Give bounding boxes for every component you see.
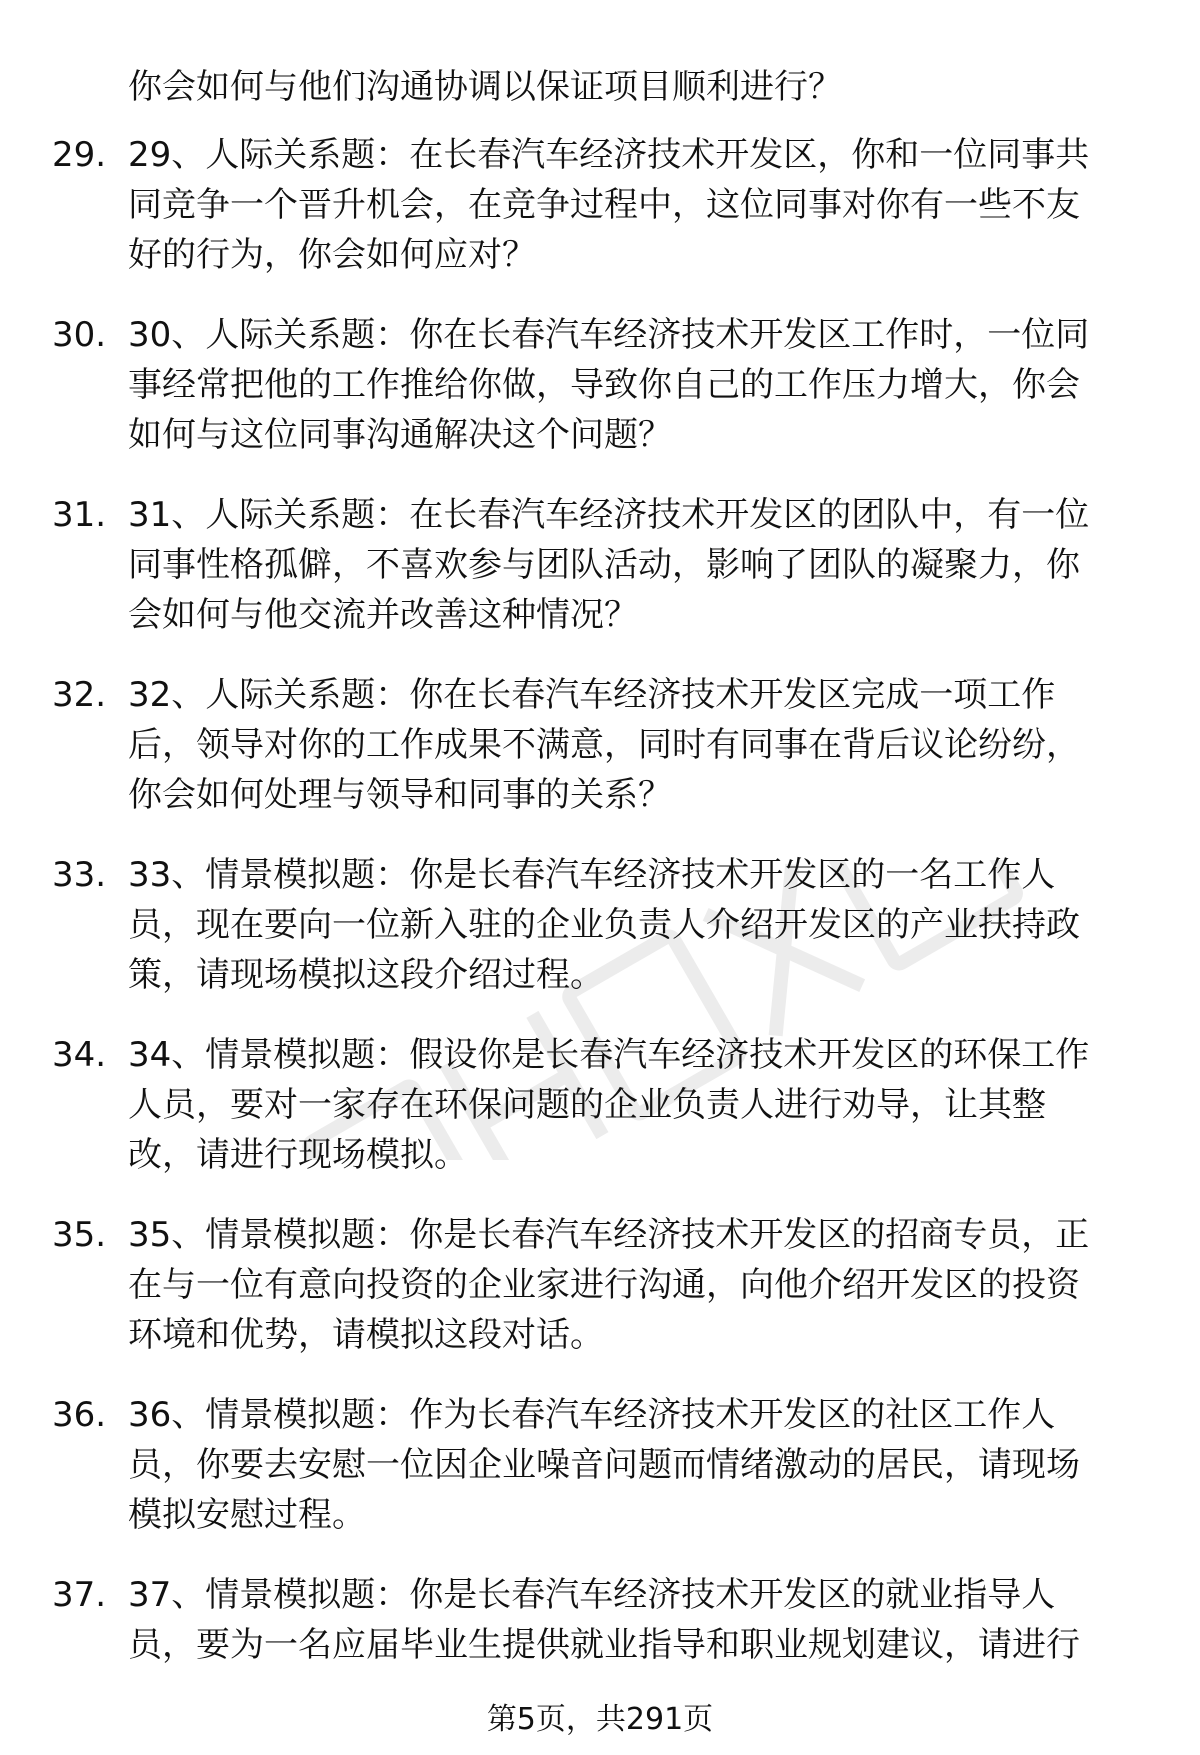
item-text xyxy=(128,1210,1148,1360)
item-line: 人员，要对一家存在环保问题的企业负责人进行劝导，让其整 xyxy=(128,1085,1046,1125)
item-line: 模拟安慰过程。 xyxy=(128,1495,366,1535)
item-number: 37. xyxy=(52,1575,107,1615)
item-line: 如何与这位同事沟通解决这个问题？ xyxy=(128,415,672,455)
item-number: 33. xyxy=(52,855,107,895)
item-line: 后，领导对你的工作成果不满意，同时有同事在背后议论纷纷， xyxy=(128,725,1080,765)
item-number: 35. xyxy=(52,1215,107,1255)
item-line: 环境和优势，请模拟这段对话。 xyxy=(128,1315,604,1355)
item-line: 同竞争一个晋升机会，在竞争过程中，这位同事对你有一些不友 xyxy=(128,185,1080,225)
item-line: 事经常把他的工作推给你做，导致你自己的工作压力增大，你会 xyxy=(128,365,1080,405)
item-text xyxy=(128,310,1148,460)
item-number: 36. xyxy=(52,1395,107,1435)
item-text xyxy=(128,130,1148,280)
item-line: 36、情景模拟题：作为长春汽车经济技术开发区的社区工作人 xyxy=(128,1395,1056,1435)
item-line: 改，请进行现场模拟。 xyxy=(128,1135,468,1175)
item-line: 31、人际关系题：在长春汽车经济技术开发区的团队中，有一位 xyxy=(128,495,1090,535)
item-text xyxy=(128,670,1148,820)
item-line: 35、情景模拟题：你是长春汽车经济技术开发区的招商专员，正 xyxy=(128,1215,1090,1255)
item-text xyxy=(128,490,1148,640)
item-line: 同事性格孤僻，不喜欢参与团队活动，影响了团队的凝聚力，你 xyxy=(128,545,1080,585)
item-line: 策，请现场模拟这段介绍过程。 xyxy=(128,955,604,995)
item-line: 34、情景模拟题：假设你是长春汽车经济技术开发区的环保工作 xyxy=(128,1035,1090,1075)
item-number: 29. xyxy=(52,135,107,175)
item-text xyxy=(128,1570,1148,1670)
item-text xyxy=(128,1390,1148,1540)
item-line: 32、人际关系题：你在长春汽车经济技术开发区完成一项工作 xyxy=(128,675,1056,715)
item-number: 34. xyxy=(52,1035,107,1075)
item-line: 会如何与他交流并改善这种情况？ xyxy=(128,595,638,635)
item-line: 30、人际关系题：你在长春汽车经济技术开发区工作时，一位同 xyxy=(128,315,1090,355)
page-footer: 第5页，共291页 xyxy=(486,1702,714,1737)
item-line: 好的行为，你会如何应对？ xyxy=(128,235,536,275)
item-line: 你会如何处理与领导和同事的关系？ xyxy=(128,775,672,815)
item-line: 员，要为一名应届毕业生提供就业指导和职业规划建议，请进行 xyxy=(128,1625,1080,1665)
item-line: 29、人际关系题：在长春汽车经济技术开发区，你和一位同事共 xyxy=(128,135,1090,175)
item-number: 31. xyxy=(52,495,107,535)
item-number: 30. xyxy=(52,315,107,355)
item-line: 员，你要去安慰一位因企业噪音问题而情绪激动的居民，请现场 xyxy=(128,1445,1080,1485)
item-line: 33、情景模拟题：你是长春汽车经济技术开发区的一名工作人 xyxy=(128,855,1056,895)
item-line: 37、情景模拟题：你是长春汽车经济技术开发区的就业指导人 xyxy=(128,1575,1056,1615)
item-line: 员，现在要向一位新入驻的企业负责人介绍开发区的产业扶持政 xyxy=(128,905,1080,945)
item-text xyxy=(128,850,1148,1000)
item-number: 32. xyxy=(52,675,107,715)
item-text xyxy=(128,1030,1148,1180)
continuation-line: 你会如何与他们沟通协调以保证项目顺利进行？ xyxy=(128,67,842,107)
item-line: 在与一位有意向投资的企业家进行沟通，向他介绍开发区的投资 xyxy=(128,1265,1080,1305)
